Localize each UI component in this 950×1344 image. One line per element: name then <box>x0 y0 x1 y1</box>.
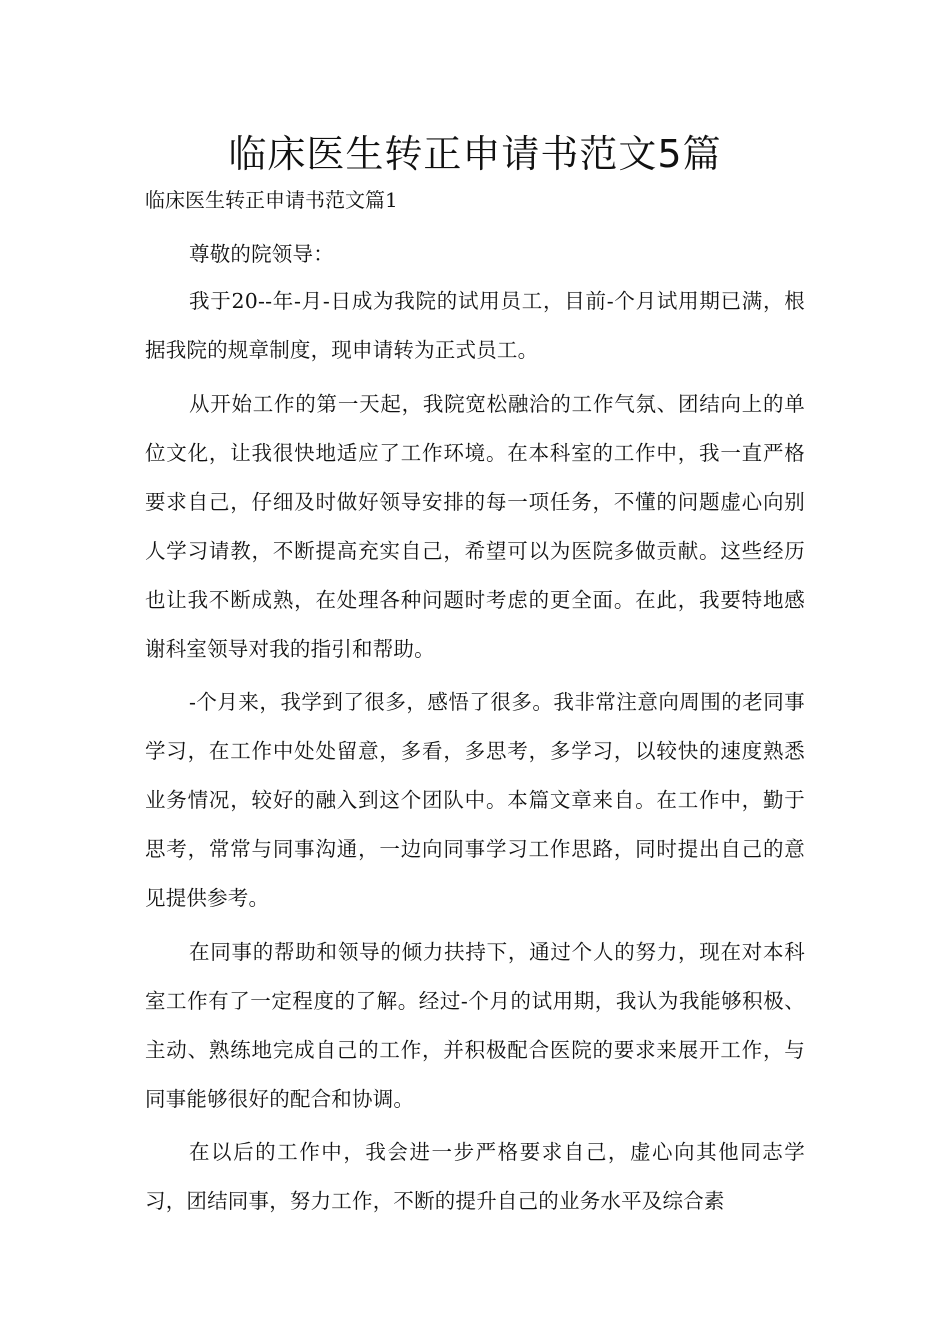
salutation: 尊敬的院领导： <box>189 242 334 266</box>
section-heading: 临床医生转正申请书范文篇1 <box>145 188 398 212</box>
document-title: 临床医生转正申请书范文5篇 <box>228 132 722 176</box>
paragraph-4: 在同事的帮助和领导的倾力扶持下，通过个人的努力，现在对本科室工作有了一定程度的了解。经过-个月的试用期，我认为我能够积极、主动、熟练地完成自己的工作，并积极配合医院的要求来展开工作，与同事能够很好的配合和协调。 <box>145 939 805 1111</box>
document-body <box>145 230 805 1231</box>
paragraph-3: -个月来，我学到了很多，感悟了很多。我非常注意向周围的老同事学习，在工作中处处留意，多看，多思考，多学习，以较快的速度熟悉业务情况，较好的融入到这个团队中。本篇文章来自。在工作中，勤于思考，常常与同事沟通，一边向同事学习工作思路，同时提出自己的意见提供参考。 <box>145 690 805 910</box>
paragraph-2: 从开始工作的第一天起，我院宽松融洽的工作气氛、团结向上的单位文化，让我很快地适应了工作环境。在本科室的工作中，我一直严格要求自己，仔细及时做好领导安排的每一项任务，不懂的问题虚心向别人学习请教，不断提高充实自己，希望可以为医院多做贡献。这些经历也让我不断成熟，在处理各种问题时考虑的更全面。在此，我要特地感谢科室领导对我的指引和帮助。 <box>145 391 805 661</box>
paragraph-1: 我于20--年-月-日成为我院的试用员工，目前-个月试用期已满，根据我院的规章制度，现申请转为正式员工。 <box>145 289 805 362</box>
paragraph-5: 在以后的工作中，我会进一步严格要求自己，虚心向其他同志学习，团结同事，努力工作，不断的提升自己的业务水平及综合素 <box>145 1140 805 1213</box>
